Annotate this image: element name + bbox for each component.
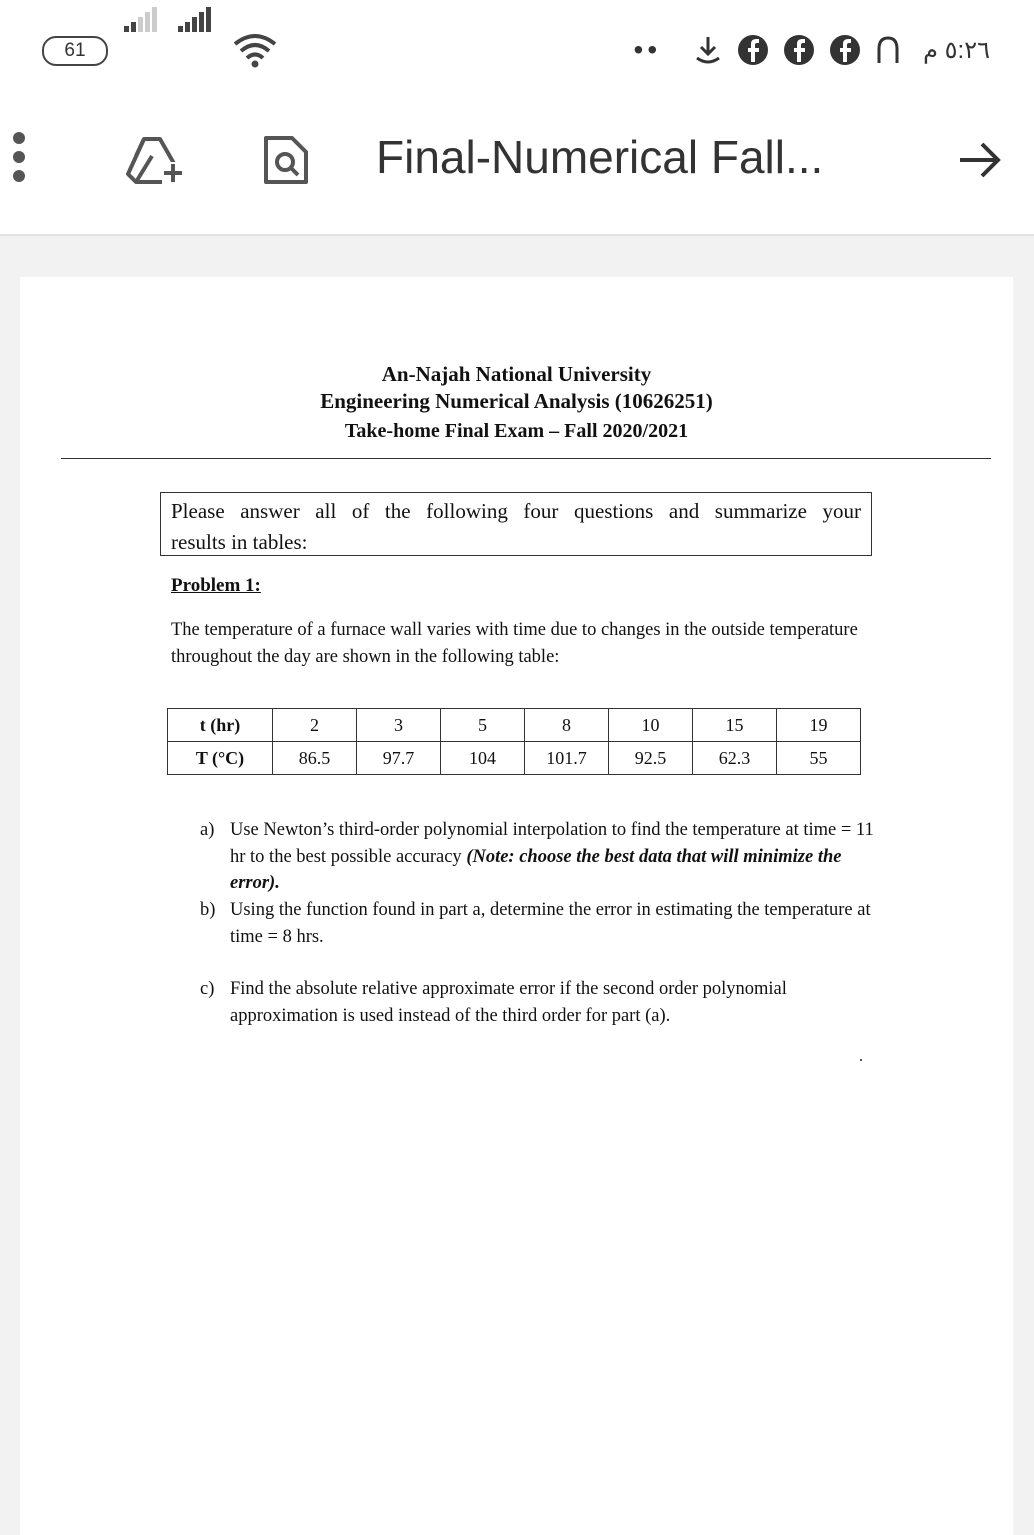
problem-heading: Problem 1:	[171, 575, 261, 596]
table-row	[168, 742, 861, 775]
question-a	[200, 817, 880, 897]
headphones-icon	[875, 35, 901, 65]
wifi-icon	[232, 32, 278, 68]
facebook-icon	[737, 34, 769, 66]
table-cell: 62.3	[693, 742, 777, 775]
table-cell: 86.5	[273, 742, 357, 775]
table-cell: 101.7	[525, 742, 609, 775]
table-cell: 19	[777, 709, 861, 742]
table-cell: 5	[441, 709, 525, 742]
more-options-icon[interactable]	[4, 132, 34, 189]
document-title: Final-Numerical Fall...	[376, 131, 824, 183]
course-name: Engineering Numerical Analysis (10626251)	[320, 389, 713, 413]
battery-indicator: 61	[42, 36, 108, 66]
table-cell: 3	[357, 709, 441, 742]
table-cell: 2	[273, 709, 357, 742]
table-cell: 10	[609, 709, 693, 742]
document-page	[20, 277, 1013, 1535]
university-name: An-Najah National University	[381, 362, 652, 386]
question-a-text: Use Newton’s third-order polynomial interpolation to find the temperature at time = 11 hr to the best possible accuracy	[230, 820, 874, 867]
app-toolbar	[0, 100, 1034, 236]
instructions-box	[160, 492, 872, 556]
table-cell: 92.5	[609, 742, 693, 775]
question-label: a)	[200, 820, 215, 840]
table-cell: 15	[693, 709, 777, 742]
question-b	[200, 897, 880, 950]
open-with-icon[interactable]	[262, 134, 310, 186]
facebook-icon-2	[783, 34, 815, 66]
question-a-note: (Note: choose the best data that will minimize the error).	[230, 846, 842, 893]
data-table	[167, 708, 861, 775]
question-c	[200, 976, 880, 1029]
question-label: b)	[200, 900, 216, 920]
divider	[61, 458, 991, 459]
question-c-text: Find the absolute relative approximate error if the second order polynomial approximation is used instead of the third order for part (a).	[230, 979, 787, 1026]
question-label: c)	[200, 979, 215, 999]
arrow-right-icon[interactable]	[956, 138, 1004, 182]
status-bar	[0, 0, 1034, 100]
download-icon	[693, 34, 723, 66]
facebook-icon-3	[829, 34, 861, 66]
speck	[860, 1059, 862, 1061]
table-cell: 97.7	[357, 742, 441, 775]
table-cell: 104	[441, 742, 525, 775]
notification-overflow: ••	[633, 34, 662, 65]
row-header-time: t (hr)	[168, 709, 273, 742]
clock: ٥:٢٦ م	[923, 36, 990, 64]
question-b-text: Using the function found in part a, determine the error in estimating the temperature at time = 8 hrs.	[230, 900, 871, 947]
table-cell: 55	[777, 742, 861, 775]
add-to-drive-icon[interactable]	[124, 136, 186, 186]
row-header-temperature: T (°C)	[168, 742, 273, 775]
problem-intro: The temperature of a furnace wall varies with time due to changes in the outside temperature throughout the day are shown in the following table:	[171, 620, 858, 667]
instructions-line-2: results in tables:	[171, 530, 308, 554]
instructions-line-1: Please answer all of the following four questions and summarize your	[171, 499, 861, 523]
exam-title: Take-home Final Exam – Fall 2020/2021	[344, 420, 689, 442]
table-cell: 8	[525, 709, 609, 742]
table-row	[168, 709, 861, 742]
